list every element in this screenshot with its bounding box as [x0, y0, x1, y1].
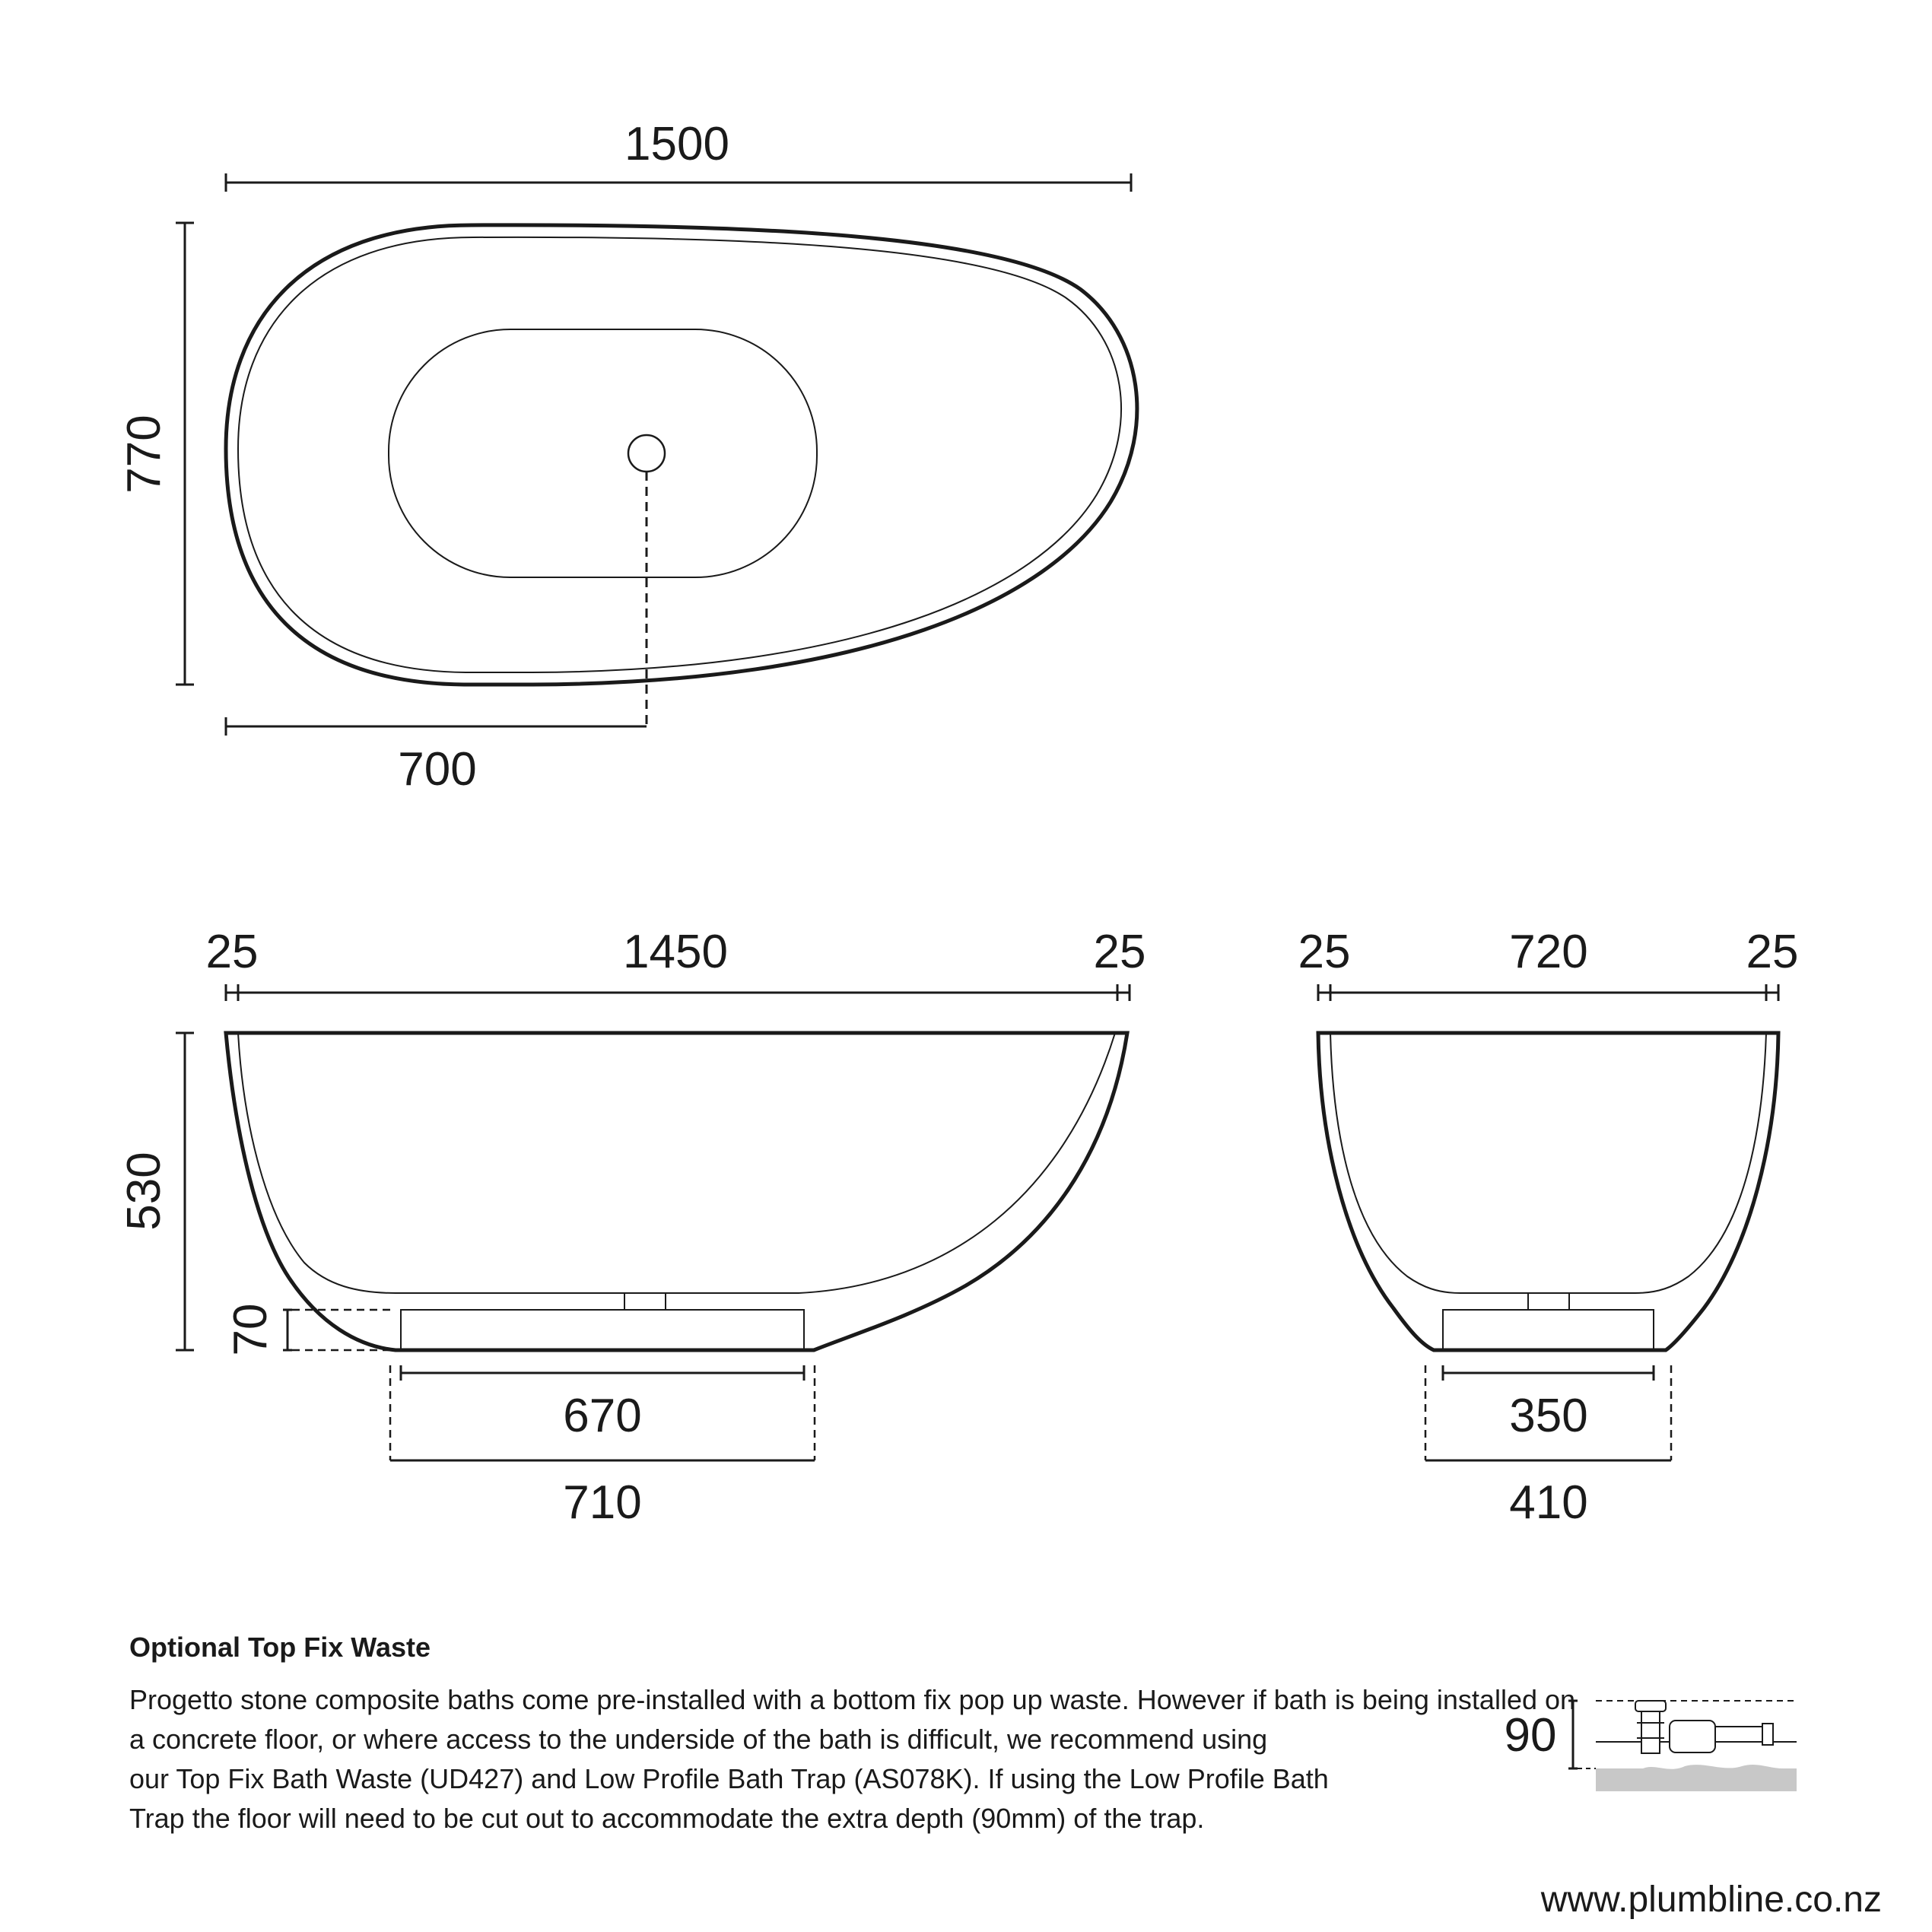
end-inner-shell: [1330, 1033, 1766, 1293]
trap-depth-label: 90: [1504, 1709, 1557, 1762]
plan-basin-floor: [389, 329, 817, 577]
note-line-1: Progetto stone composite baths come pre-installed with a bottom fix pop up waste. However if bath is being installed on: [129, 1684, 1576, 1715]
side-left-rim-label: 25: [205, 926, 259, 978]
side-elevation: [176, 984, 1130, 1460]
note-title: Optional Top Fix Waste: [129, 1632, 431, 1663]
side-inner-length-label: 1450: [623, 926, 728, 978]
side-waste-nub: [624, 1293, 666, 1310]
plan-outer-rim: [226, 225, 1137, 685]
note-line-4: Trap the floor will need to be cut out to accommodate the extra depth (90mm) of the trap.: [129, 1803, 1205, 1834]
end-plinth: [1443, 1310, 1654, 1350]
end-inner-width-label: 720: [1509, 926, 1588, 978]
note-line-3: our Top Fix Bath Waste (UD427) and Low Profile Bath Trap (AS078K). If using the Low Profile Bath: [129, 1763, 1329, 1794]
end-waste-nub: [1528, 1293, 1569, 1310]
end-outer-shell: [1318, 1033, 1778, 1350]
plan-width-label: 770: [118, 415, 170, 494]
side-inner-shell: [238, 1033, 1115, 1293]
side-right-rim-label: 25: [1093, 926, 1146, 978]
side-plinth-height-label: 70: [224, 1303, 277, 1356]
side-height-label: 530: [118, 1152, 170, 1231]
end-plinth-outer-label: 410: [1509, 1476, 1588, 1529]
plan-inner-rim: [238, 237, 1121, 672]
side-plinth-inner-label: 670: [563, 1390, 642, 1442]
side-outer-shell: [226, 1033, 1127, 1350]
plan-waste-offset-label: 700: [398, 743, 477, 796]
end-left-rim-label: 25: [1298, 926, 1351, 978]
plan-length-label: 1500: [624, 118, 729, 170]
plan-waste-circle: [628, 435, 665, 472]
end-right-rim-label: 25: [1746, 926, 1799, 978]
note-line-2: a concrete floor, or where access to the underside of the bath is difficult, we recommend using: [129, 1724, 1268, 1755]
plan-view: [176, 173, 1137, 736]
side-plinth-outer-label: 710: [563, 1476, 642, 1529]
side-plinth: [401, 1310, 804, 1350]
website-url[interactable]: www.plumbline.co.nz: [1540, 1880, 1882, 1920]
end-plinth-inner-label: 350: [1509, 1390, 1588, 1442]
top-fix-waste-note: [129, 1632, 1803, 1838]
